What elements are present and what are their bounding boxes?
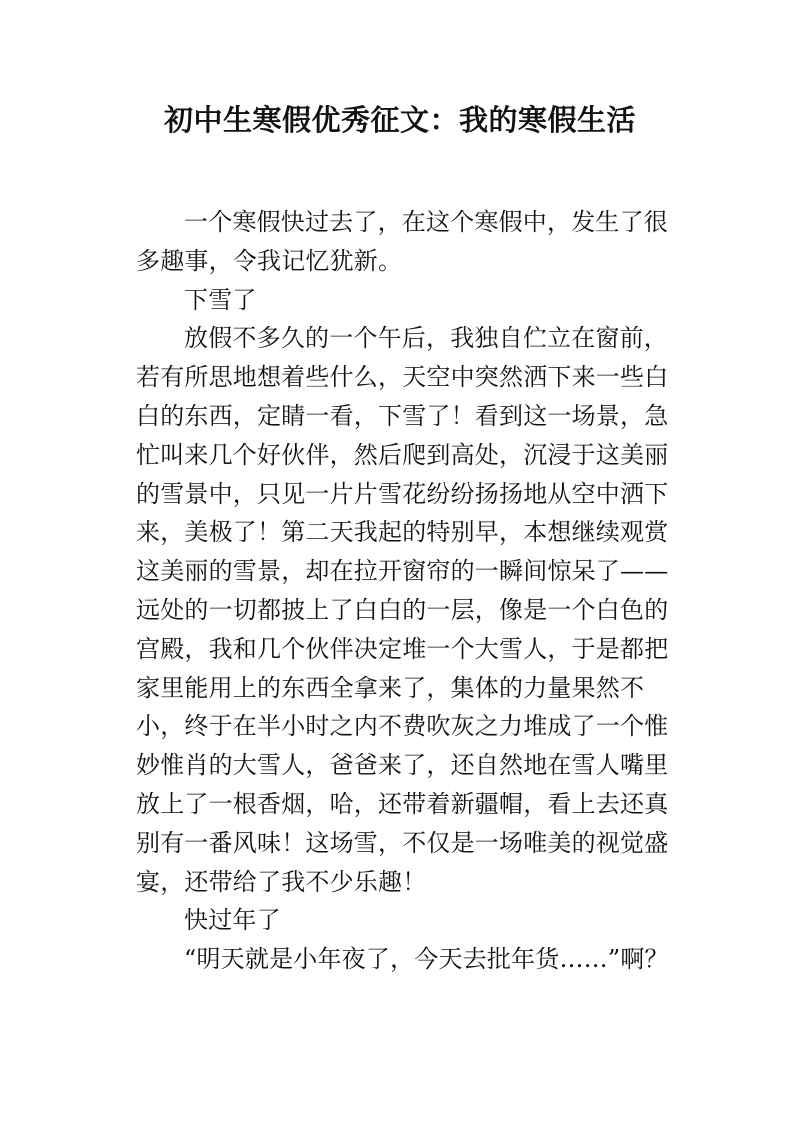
paragraph-intro: 一个寒假快过去了，在这个寒假中，发生了很多趣事，令我记忆犹新。 — [136, 208, 668, 275]
section-heading-snow: 下雪了 — [184, 285, 257, 314]
section-heading-new-year: 快过年了 — [184, 906, 281, 935]
paragraph-new-year: “明天就是小年夜了，今天去批年货……”啊？ — [184, 945, 669, 974]
paragraph-snow: 放假不多久的一个午后，我独自伫立在窗前，若有所思地想着些什么，天空中突然洒下来一些白白的东西，定睛一看，下雪了！看到这一场景，急忙叫来几个好伙伴，然后爬到高处，沉浸于这美丽的雪景中，只见一片片雪花纷纷扬扬地从空中洒下来，美极了！第二天我起的特别早，本想继续观赏这美丽的雪景，却在拉开窗帘的一瞬间惊呆了——远处的一切都披上了白白的一层，像是一个白色的宫殿，我和几个伙伴决定堆一个大雪人，于是都把家里能用上的东西全拿来了，集体的力量果然不小，终于在半小时之内不费吹灰之力堆成了一个惟妙惟肖的大雪人，爸爸来了，还自然地在雪人嘴里放上了一根香烟，哈，还带着新疆帽，看上去还真别有一番风味！这场雪，不仅是一场唯美的视觉盛宴，还带给了我不少乐趣！ — [136, 324, 669, 896]
document-title: 初中生寒假优秀征文：我的寒假生活 — [163, 103, 636, 137]
document-body — [136, 203, 674, 979]
